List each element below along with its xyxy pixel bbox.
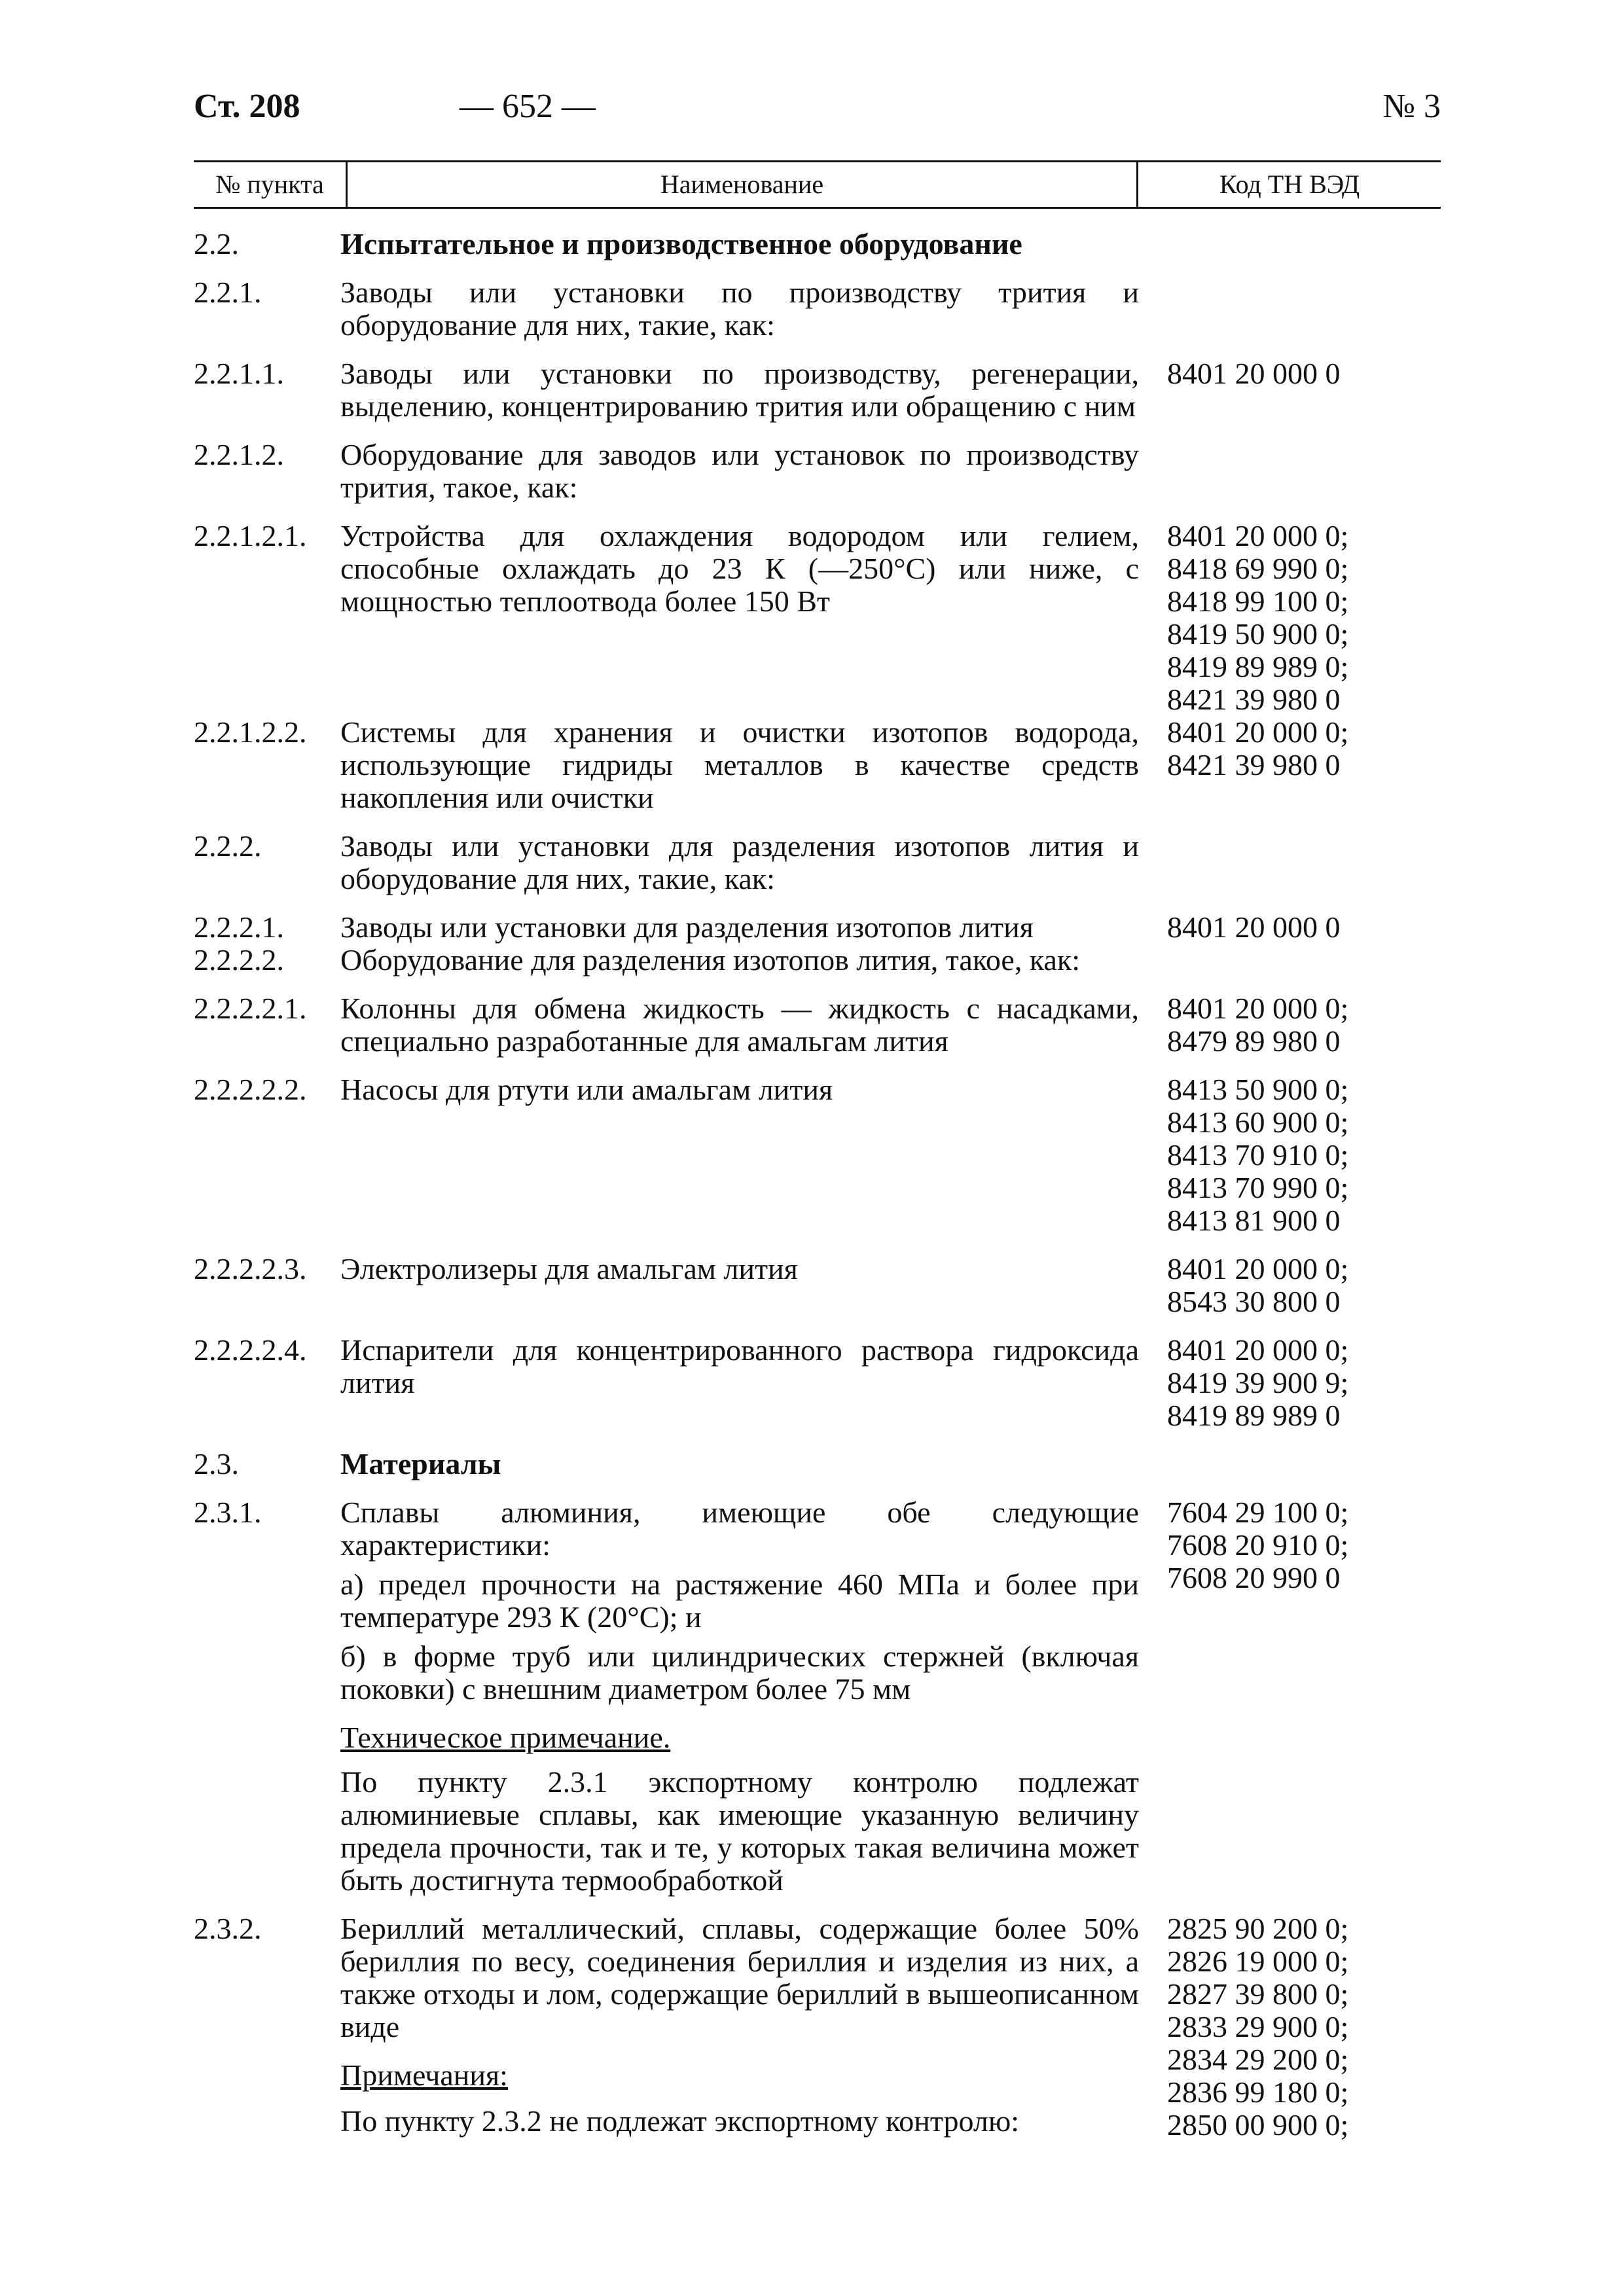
table-row <box>194 519 1441 716</box>
item-code: 8401 20 000 0; 8479 89 980 0 <box>1167 992 1349 1058</box>
item-condition-b: б) в форме труб или цилиндрических стержней (включая поковки) с внешним диаметром более 75 мм <box>340 1640 1139 1706</box>
table-row <box>194 1448 1441 1480</box>
item-number: 2.2.2.2.3. <box>194 1252 307 1285</box>
table-row <box>194 357 1441 423</box>
item-number: 2.3. <box>194 1447 239 1480</box>
item-name: Заводы или установки для разделения изотопов лития и оборудование для них, такие, как: <box>340 829 1139 895</box>
item-number: 2.2.1.2.1. <box>194 519 307 552</box>
item-code: 7604 29 100 0; 7608 20 910 0; 7608 20 990 0 <box>1167 1496 1349 1594</box>
item-number: 2.2.1.1. <box>194 357 284 390</box>
table-row <box>194 992 1441 1058</box>
table-row <box>194 439 1441 504</box>
page-number: — 652 — <box>460 88 596 125</box>
item-name: Сплавы алюминия, имеющие обе следующие характеристики: <box>340 1496 1139 1562</box>
table-row <box>194 716 1441 814</box>
item-name: Устройства для охлаждения водородом или гелием, способные охлаждать до 23 К (—250°С) или ниже, с мощностью теплоотвода более 150 Вт <box>340 519 1139 618</box>
table-row <box>194 276 1441 342</box>
item-number: 2.2.1. <box>194 276 262 309</box>
item-name: Испарители для концентрированного раствора гидроксида лития <box>340 1333 1139 1399</box>
item-name: Колонны для обмена жидкость — жидкость с насадками, специально разработанные для амальгам лития <box>340 992 1139 1058</box>
item-number: 2.2.2.1. <box>194 910 284 944</box>
item-code: 8401 20 000 0; 8543 30 800 0 <box>1167 1252 1349 1318</box>
technical-note-text: По пункту 2.3.1 экспортному контролю подлежат алюминиевые сплавы, как имеющие указанную величину предела прочности, так и те, у которых такая величина может быть достигнута термообработкой <box>340 1765 1139 1897</box>
table-row <box>194 911 1441 944</box>
item-code: 2825 90 200 0; 2826 19 000 0; 2827 39 800 0; 2833 29 900 0; 2834 29 200 0; 2836 99 180 0; 2850 00 900 0; <box>1167 1912 1349 2142</box>
item-number: 2.2.2.2.4. <box>194 1333 307 1367</box>
item-code: 8401 20 000 0; 8419 39 900 9; 8419 89 989 0 <box>1167 1333 1349 1432</box>
table-row <box>194 1333 1441 1432</box>
item-name: Бериллий металлический, сплавы, содержащие более 50% бериллия по весу, соединения бериллия и изделия из них, а также отходы и лом, содержащие бериллий в вышеописанном виде <box>340 1912 1139 2043</box>
table-header <box>194 160 1441 209</box>
item-name: Испытательное и производственное оборудование <box>340 227 1022 260</box>
item-name: Системы для хранения и очистки изотопов водорода, использующие гидриды металлов в качестве средств накопления или очистки <box>340 715 1139 814</box>
item-number: 2.3.1. <box>194 1496 262 1529</box>
item-code: 8401 20 000 0; 8421 39 980 0 <box>1167 715 1349 781</box>
notes-text: По пункту 2.3.2 не подлежат экспортному контролю: <box>340 2104 1020 2138</box>
table-row <box>194 1496 1441 1897</box>
column-header-num: № пункта <box>194 162 348 207</box>
item-name: Оборудование для заводов или установок по производству трития, такое, как: <box>340 438 1139 504</box>
item-number: 2.2.2.2. <box>194 943 284 977</box>
technical-note-title: Техническое примечание. <box>340 1721 671 1754</box>
item-code: 8401 20 000 0 <box>1167 910 1341 944</box>
notes-title: Примечания: <box>340 2058 508 2092</box>
table-row <box>194 944 1441 977</box>
item-code: 8401 20 000 0 <box>1167 357 1341 390</box>
table-row <box>194 830 1441 895</box>
table-row <box>194 1252 1441 1318</box>
item-name: Электролизеры для амальгам лития <box>340 1252 798 1285</box>
table-body <box>194 228 1441 2153</box>
table-row <box>194 228 1441 260</box>
item-number: 2.3.2. <box>194 1912 262 1945</box>
item-name: Заводы или установки для разделения изотопов лития <box>340 910 1034 944</box>
item-name: Заводы или установки по производству трития и оборудование для них, такие, как: <box>340 276 1139 342</box>
item-number: 2.2. <box>194 227 239 260</box>
item-name: Насосы для ртути или амальгам лития <box>340 1073 833 1106</box>
item-name: Материалы <box>340 1447 501 1480</box>
article-number: Ст. 208 <box>194 88 300 125</box>
item-name: Заводы или установки по производству, регенерации, выделению, концентрированию трития или обращению с ним <box>340 357 1139 423</box>
page-header <box>194 84 1441 130</box>
item-number: 2.2.2.2.1. <box>194 992 307 1025</box>
table-row <box>194 1912 1441 2142</box>
item-code: 8413 50 900 0; 8413 60 900 0; 8413 70 910 0; 8413 70 990 0; 8413 81 900 0 <box>1167 1073 1349 1237</box>
column-header-name: Наименование <box>348 162 1138 207</box>
item-name: Оборудование для разделения изотопов лития, такое, как: <box>340 943 1081 977</box>
item-code: 8401 20 000 0; 8418 69 990 0; 8418 99 100 0; 8419 50 900 0; 8419 89 989 0; 8421 39 980 0 <box>1167 519 1349 716</box>
item-number: 2.2.2.2.2. <box>194 1073 307 1106</box>
item-condition-a: а) предел прочности на растяжение 460 МПа и более при температуре 293 К (20°С); и <box>340 1568 1139 1634</box>
issue-number: № 3 <box>1382 88 1441 125</box>
item-number: 2.2.2. <box>194 829 262 863</box>
item-number: 2.2.1.2.2. <box>194 715 307 749</box>
table-row <box>194 1073 1441 1237</box>
item-number: 2.2.1.2. <box>194 438 284 471</box>
column-header-code: Код ТН ВЭД <box>1219 170 1360 199</box>
